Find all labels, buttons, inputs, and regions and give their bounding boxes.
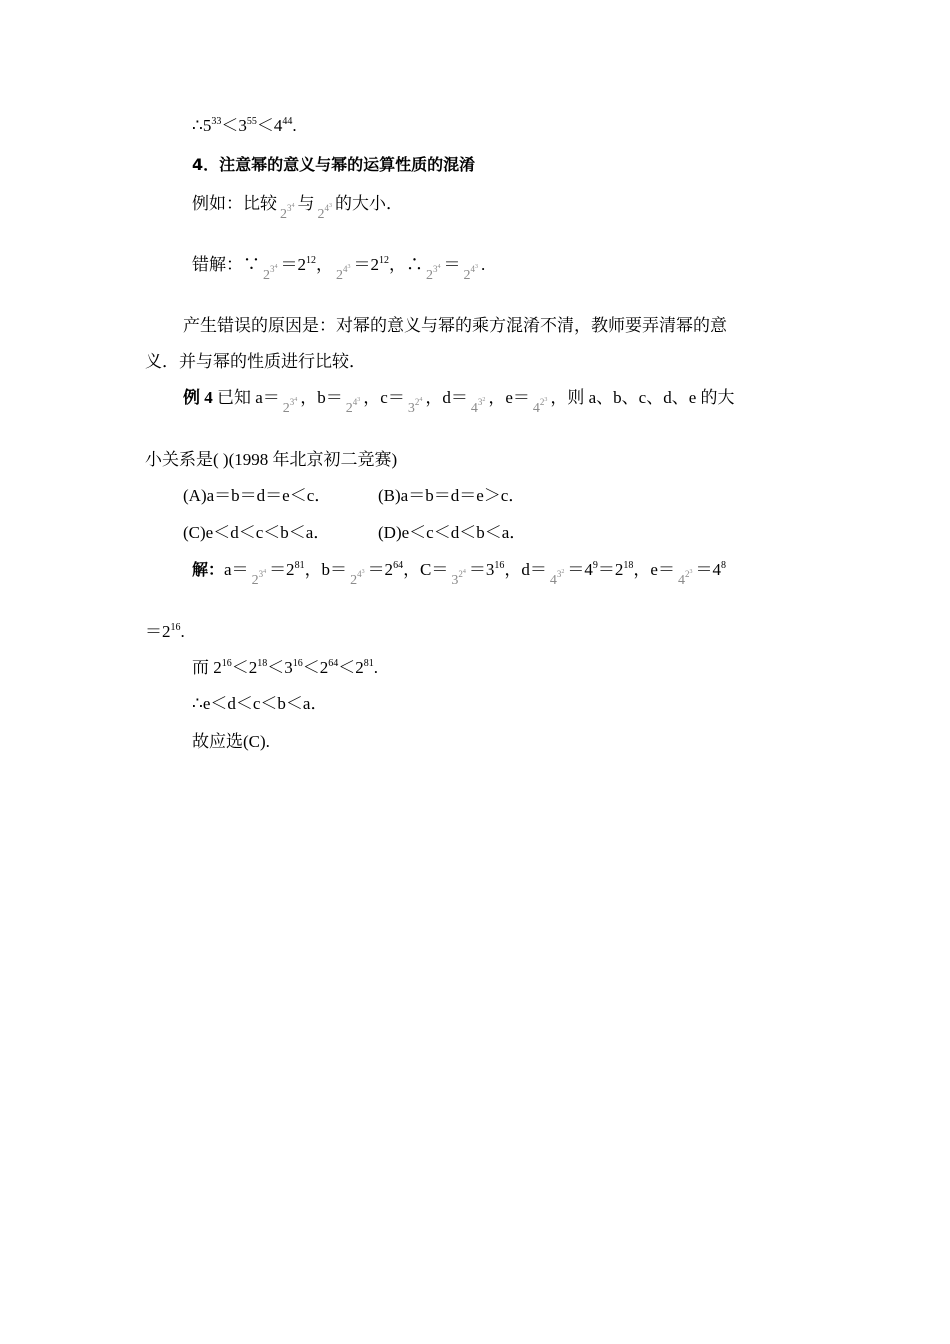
exp: 55 <box>246 116 257 127</box>
base: 2 <box>345 401 353 416</box>
exp1: 3 <box>289 397 295 407</box>
exp2: 4 <box>291 203 295 209</box>
exp2: 4 <box>274 264 278 270</box>
text: ＝ <box>443 255 461 274</box>
exp1: 2 <box>684 569 690 579</box>
section-heading: 4．注意幂的意义与幂的运算性质的混淆 <box>192 155 476 174</box>
option-b: (B)a＝b＝d＝e＞c． <box>378 486 526 505</box>
exp1: 4 <box>324 203 329 213</box>
exp1: 3 <box>477 397 483 407</box>
text: ＝2 <box>353 255 379 274</box>
solution-line-2 <box>145 620 185 647</box>
text: ＜3 <box>221 116 247 135</box>
text: 而 2 <box>192 658 222 677</box>
exp1: 4 <box>343 264 348 274</box>
text: ＜3 <box>267 658 293 677</box>
exp: 18 <box>257 658 268 669</box>
power-2-3-4 <box>251 569 267 590</box>
exp1: 4 <box>352 397 358 407</box>
base: 2 <box>280 207 287 222</box>
exp1: 3 <box>556 569 562 579</box>
base: 2 <box>251 573 259 588</box>
exp1: 2 <box>414 397 420 407</box>
exp2: 2 <box>482 397 486 403</box>
text: 的大小． <box>335 194 403 213</box>
power-4-2-3 <box>677 569 693 590</box>
exp: 12 <box>306 255 316 266</box>
text: . <box>180 622 185 641</box>
text: ＝2 <box>269 560 295 579</box>
power-4-3-2 <box>549 569 565 590</box>
power-2-3-4 <box>426 264 441 285</box>
exp1: 4 <box>357 569 362 579</box>
text: 与 <box>297 194 315 213</box>
exp: 44 <box>282 116 293 127</box>
power-2-4-3 <box>463 264 479 285</box>
text: a＝ <box>224 560 249 579</box>
exp2: 4 <box>419 397 423 403</box>
text: ＜2 <box>338 658 364 677</box>
base: 3 <box>451 573 459 588</box>
example4-question <box>183 386 735 416</box>
exp2: 3 <box>361 569 365 575</box>
exp2: 3 <box>329 203 332 209</box>
text: ＝2 <box>145 622 171 641</box>
base: 3 <box>407 401 415 416</box>
base: 4 <box>470 401 478 416</box>
exp1: 3 <box>258 569 264 579</box>
exp2: 3 <box>544 397 548 403</box>
exp2: 2 <box>561 569 565 575</box>
text: 错解：∵ <box>192 255 260 274</box>
power-4-3-2 <box>470 397 486 418</box>
text: 已知 a＝ <box>217 388 280 407</box>
exp: 12 <box>379 255 389 266</box>
text: ＜2 <box>302 658 329 677</box>
base: 2 <box>350 573 358 588</box>
power-2-4-3 <box>317 203 333 224</box>
exp: 9 <box>592 560 598 571</box>
text: ＜2 <box>231 658 258 677</box>
base: 2 <box>317 207 325 222</box>
text: ，e＝ <box>488 388 530 407</box>
example4-question-line2: 小关系是( )(1998 年北京初二竞赛) <box>145 450 398 469</box>
exp: 33 <box>211 116 222 127</box>
exp1: 3 <box>287 203 292 213</box>
text: ， <box>316 255 333 274</box>
base: 4 <box>532 401 540 416</box>
exp1: 3 <box>433 264 438 274</box>
option-a: (A)a＝b＝d＝e＜c． <box>183 486 332 505</box>
text: . <box>373 658 378 677</box>
text: ＝2 <box>280 255 306 274</box>
text: ＝2 <box>597 560 624 579</box>
base: 2 <box>336 268 343 283</box>
power-2-4-3 <box>345 397 361 418</box>
power-3-2-4 <box>407 397 423 418</box>
exp1: 2 <box>458 569 463 579</box>
exp1: 4 <box>470 264 475 274</box>
text: . <box>481 255 486 274</box>
reason-line-1: 产生错误的原因是：对幂的意义与幂的乘方混淆不清，教师要弄清幂的意 <box>183 316 727 335</box>
power-4-2-3 <box>532 397 548 418</box>
comparison-line <box>192 656 378 683</box>
text: ＝3 <box>468 560 495 579</box>
exp2: 4 <box>437 264 441 270</box>
power-3-2-4 <box>451 569 466 590</box>
base: 2 <box>426 268 433 283</box>
text: ，∴ <box>389 255 423 274</box>
text: ＝4 <box>567 560 593 579</box>
base: 2 <box>282 401 290 416</box>
power-2-4-3 <box>350 569 365 590</box>
exp2: 4 <box>462 569 466 575</box>
exp2: 3 <box>357 397 361 403</box>
exp: 18 <box>623 560 634 571</box>
base: 4 <box>549 573 557 588</box>
text: ＜4 <box>256 116 283 135</box>
power-2-3-4 <box>282 397 298 418</box>
exp2: 3 <box>347 264 351 270</box>
text: 例如：比较 <box>192 194 277 213</box>
text: ∴5 <box>192 116 212 135</box>
base: 2 <box>263 268 270 283</box>
solution-line <box>192 558 726 588</box>
option-d: (D)e＜c＜d＜b＜a． <box>378 523 527 542</box>
exp: 16 <box>494 560 505 571</box>
exp: 8 <box>720 560 726 571</box>
answer-line: 故应选(C). <box>192 732 270 751</box>
power-2-4-3 <box>336 264 351 285</box>
exp2: 4 <box>263 569 267 575</box>
option-c: (C)e＜d＜c＜b＜a． <box>183 523 331 542</box>
exp2: 4 <box>294 397 298 403</box>
base: 2 <box>463 268 471 283</box>
exp2: 3 <box>475 264 478 270</box>
example-label: 例 4 <box>183 388 213 407</box>
text: ，C＝ <box>403 560 449 579</box>
exp: 81 <box>294 560 305 571</box>
text: . <box>292 116 297 135</box>
text: ＝2 <box>367 560 394 579</box>
wrong-solution-line <box>192 253 486 283</box>
exp: 16 <box>170 622 181 633</box>
text: ，c＝ <box>363 388 405 407</box>
text: ，则 a、b、c、d、e 的大 <box>550 388 735 407</box>
power-2-3-4 <box>280 203 295 224</box>
text: ，b＝ <box>304 560 348 579</box>
exp: 64 <box>328 658 339 669</box>
exp: 16 <box>221 658 232 669</box>
text: ，b＝ <box>300 388 343 407</box>
power-2-3-4 <box>263 264 278 285</box>
base: 4 <box>677 573 685 588</box>
text: ，d＝ <box>504 560 547 579</box>
exp: 81 <box>363 658 374 669</box>
exp: 64 <box>393 560 404 571</box>
exp1: 3 <box>270 264 275 274</box>
example-line <box>192 192 403 222</box>
line-conclusion-1 <box>192 114 297 141</box>
conclusion-line: ∴e＜d＜c＜b＜a． <box>192 694 328 713</box>
text: ，d＝ <box>425 388 468 407</box>
reason-line-2: 义．并与幂的性质进行比较． <box>145 352 366 371</box>
exp2: 3 <box>689 569 693 575</box>
solution-label: 解： <box>192 560 225 579</box>
exp: 16 <box>292 658 303 669</box>
exp1: 2 <box>539 397 545 407</box>
text: ＝4 <box>695 560 721 579</box>
text: ，e＝ <box>633 560 675 579</box>
